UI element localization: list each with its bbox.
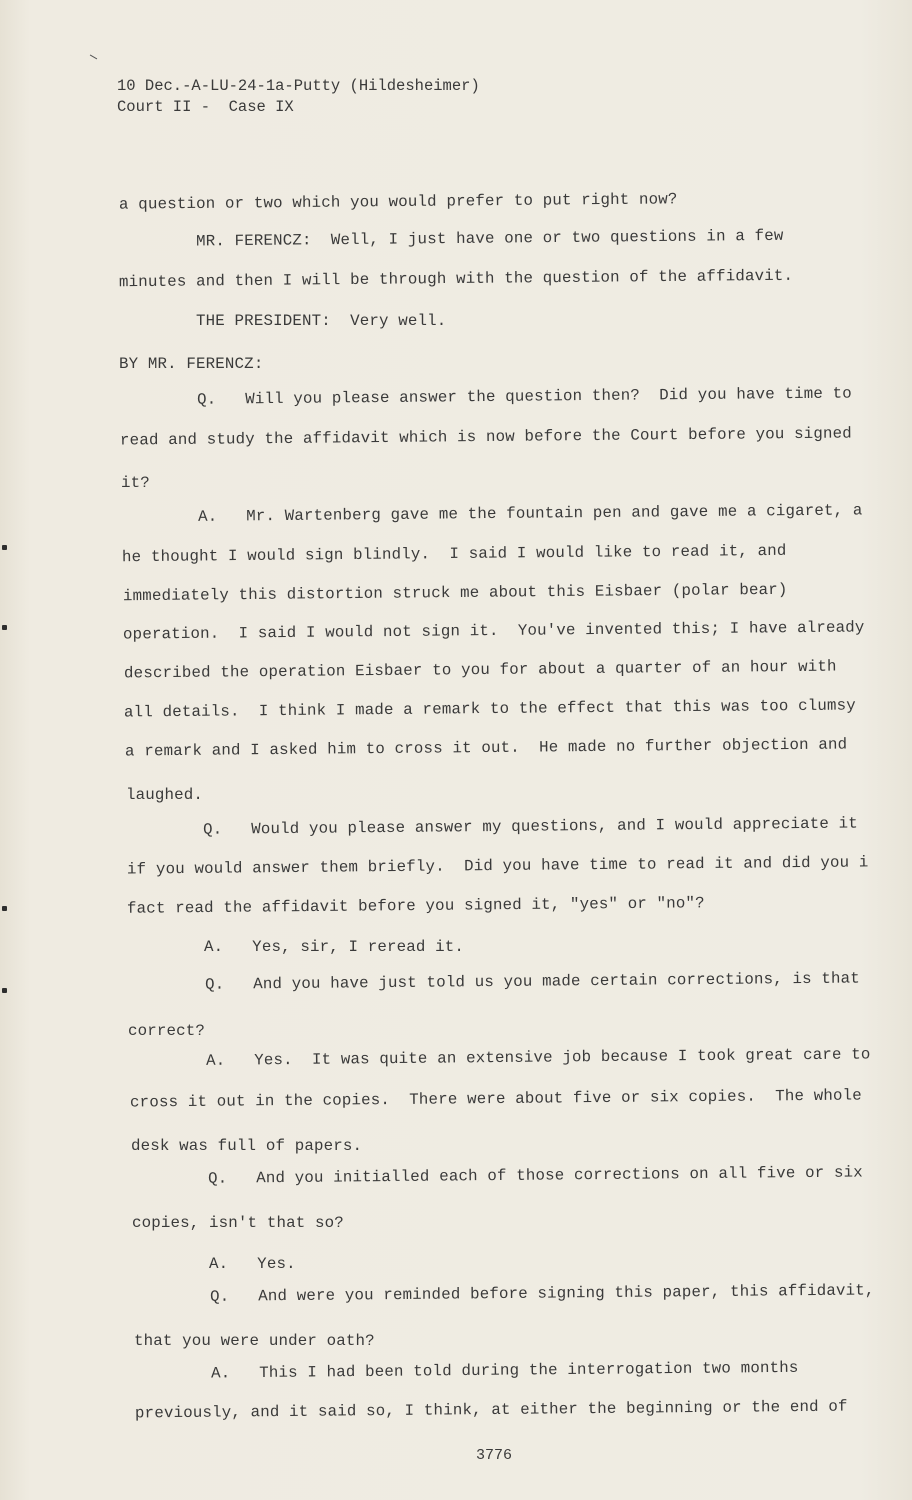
transcript-line: Q. And you have just told us you made certain corrections, is that: [127, 969, 860, 995]
transcript-line: cross it out in the copies. There were about five or six copies. The whole: [129, 1086, 862, 1112]
transcript-line: desk was full of papers.: [131, 1137, 363, 1155]
transcript-line: A. This I had been told during the interrogation two months: [133, 1358, 799, 1384]
header-line-1: 10 Dec.-A-LU-24-1a-Putty (Hildesheimer): [117, 77, 480, 95]
header-line-2: Court II - Case IX: [117, 98, 294, 116]
transcript-line: a remark and I asked him to cross it out. He made no further objection and: [124, 735, 848, 761]
transcript-line: A. Yes. It was quite an extensive job because I took great care to: [128, 1045, 871, 1071]
transcript-line: BY MR. FERENCZ:: [119, 355, 264, 373]
transcript-line: operation. I said I would not sign it. You've invented this; I have already: [122, 618, 865, 644]
transcript-line: MR. FERENCZ: Well, I just have one or two questions in a few: [118, 226, 784, 252]
transcript-line: A. Mr. Wartenberg gave me the fountain pen and gave me a cigaret, a: [120, 501, 863, 527]
transcript-line: a question or two which you would prefer to put right now?: [118, 190, 678, 214]
transcript-line: previously, and it said so, I think, at either the beginning or the end of: [134, 1397, 848, 1423]
document-header: [117, 76, 480, 118]
transcript-line: Q. Would you please answer my questions, and I would appreciate it: [125, 814, 858, 840]
transcript-line: minutes and then I will be through with the question of the affidavit.: [118, 266, 794, 292]
binding-mark: [2, 545, 7, 550]
transcript-line: read and study the affidavit which is now before the Court before you signed: [119, 424, 852, 450]
transcript-line: it?: [121, 474, 150, 492]
transcript-line: THE PRESIDENT: Very well.: [119, 312, 447, 330]
binding-mark: [2, 906, 7, 911]
transcript-line: A. Yes.: [132, 1255, 296, 1273]
transcript-line: all details. I think I made a remark to the effect that this was too clumsy: [123, 696, 856, 722]
transcript-line: if you would answer them briefly. Did you have time to read it and did you i: [126, 853, 869, 879]
transcript-line: immediately this distortion struck me about this Eisbaer (polar bear): [122, 580, 788, 606]
transcript-line: described the operation Eisbaer to you for about a quarter of an hour with: [123, 657, 837, 683]
transcript-line: copies, isn't that so?: [132, 1214, 344, 1232]
binding-mark: [2, 988, 7, 993]
corner-mark: [87, 54, 97, 64]
transcript-line: correct?: [128, 1022, 206, 1040]
binding-mark: [2, 625, 7, 630]
transcript-line: fact read the affidavit before you signed it, "yes" or "no"?: [126, 894, 705, 918]
transcript-line: Q. Will you please answer the question then? Did you have time to: [119, 384, 852, 410]
transcript-line: that you were under oath?: [134, 1332, 375, 1350]
transcript-line: A. Yes, sir, I reread it.: [127, 938, 465, 956]
transcript-line: he thought I would sign blindly. I said I would like to read it, and: [121, 541, 787, 567]
transcript-line: Q. And were you reminded before signing this paper, this affidavit,: [132, 1281, 875, 1307]
transcript-line: laughed.: [126, 786, 204, 804]
transcript-line: Q. And you initialled each of those corrections on all five or six: [130, 1163, 863, 1189]
page-number: 3776: [476, 1447, 513, 1464]
